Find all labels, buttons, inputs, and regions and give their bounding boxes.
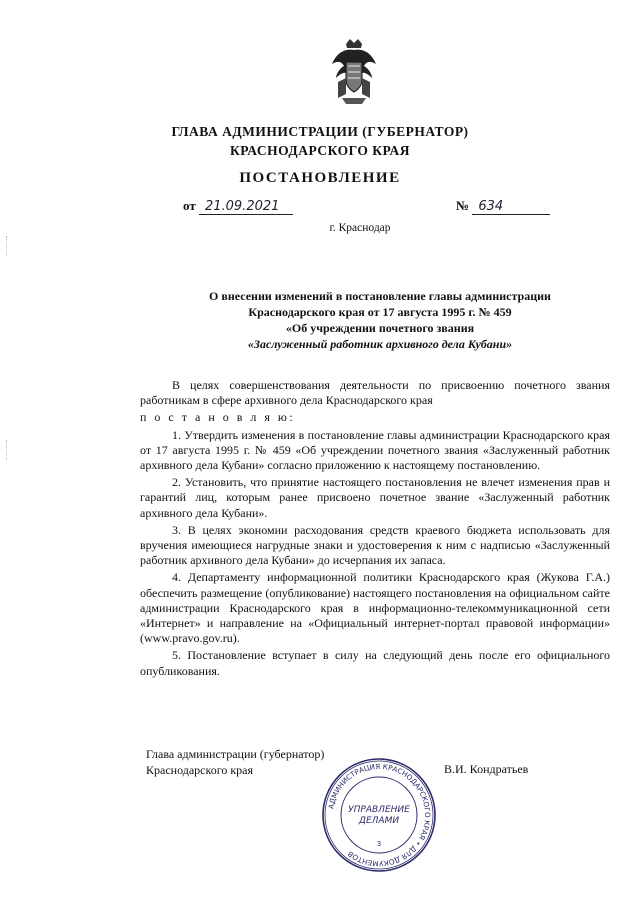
document-type-title: ПОСТАНОВЛЕНИЕ	[239, 170, 401, 186]
city-label: г. Краснодар	[329, 222, 391, 234]
stamp-center-line-2: ДЕЛАМИ	[358, 816, 400, 826]
preamble-paragraph: В целях совершенствования деятельности по присвоению почетного звания работникам в сфере архивного дела Краснодарского края	[140, 378, 610, 408]
body-item-4: 4. Департаменту информационной политики Краснодарского края (Жукова Г.А.) обеспечить размещение (опубликование) настоящего постановления на официальном сайте администрации Краснодарского края в информационно-телекоммуникационной сети «Интернет» и направление на «Официальный интернет-портал правовой информации» (www.pravo.gov.ru).	[140, 570, 610, 646]
decree-word: п о с т а н о в л я ю:	[140, 410, 296, 425]
stamp-center-line-1: УПРАВЛЕНИЕ	[348, 805, 410, 815]
date-line	[183, 198, 293, 215]
number-prefix: №	[456, 198, 470, 213]
body-item-2: 2. Установить, что принятие настоящего постановления не влечет изменения прав и гарантий лиц, которым ранее присвоено почетное звание «Заслуженный работник архивного дела Кубани».	[140, 475, 610, 520]
number-line	[456, 198, 550, 215]
signatory-name: В.И. Кондратьев	[444, 762, 529, 776]
scan-mark	[6, 236, 11, 256]
signatory-position-line-2: Краснодарского края	[146, 763, 254, 777]
signatory-position-line-1: Глава администрации (губернатор)	[146, 747, 325, 761]
subject-line-1: О внесении изменений в постановление главы администрации	[209, 289, 551, 303]
body-item-1: 1. Утвердить изменения в постановление главы администрации Краснодарского края от 17 августа 1995 г. № 459 «Об учреждении почетного звания «Заслуженный работник архивного дела Кубани» согласно приложению к настоящему постановлению.	[140, 427, 610, 473]
stamp-number: 3	[376, 840, 382, 848]
issuing-authority	[0, 122, 640, 160]
body-item-3: 3. В целях экономии расходования средств краевого бюджета использовать для вручения имеющиеся нагрудные знаки и удостоверения к ним с надписью «Заслуженный работник архивного дела Кубани» до исчерпания их запаса.	[140, 522, 610, 568]
stamp-ring-text: АДМИНИСТРАЦИЯ КРАСНОДАРСКОГО КРАЯ • ДЛЯ ДОКУМЕНТОВ	[326, 761, 433, 869]
date-prefix: от	[183, 198, 196, 213]
document-body	[140, 378, 610, 681]
official-round-stamp	[320, 756, 438, 874]
coat-of-arms-emblem	[330, 38, 378, 106]
authority-line-2: КРАСНОДАРСКОГО КРАЯ	[229, 143, 411, 158]
document-subject	[170, 288, 590, 352]
date-handwritten: 21.09.2021	[199, 199, 293, 215]
body-item-5: 5. Постановление вступает в силу на следующий день после его официального опубликования.	[140, 648, 610, 678]
subject-line-2: Краснодарского края от 17 августа 1995 г. № 459	[248, 305, 512, 319]
signatory-position	[146, 746, 324, 778]
authority-line-1: ГЛАВА АДМИНИСТРАЦИИ (ГУБЕРНАТОР)	[171, 124, 469, 139]
subject-line-4: «Заслуженный работник архивного дела Кубани»	[247, 337, 513, 351]
subject-line-3: «Об учреждении почетного звания	[285, 321, 475, 335]
number-handwritten: 634	[472, 199, 550, 215]
scan-mark	[6, 440, 11, 460]
